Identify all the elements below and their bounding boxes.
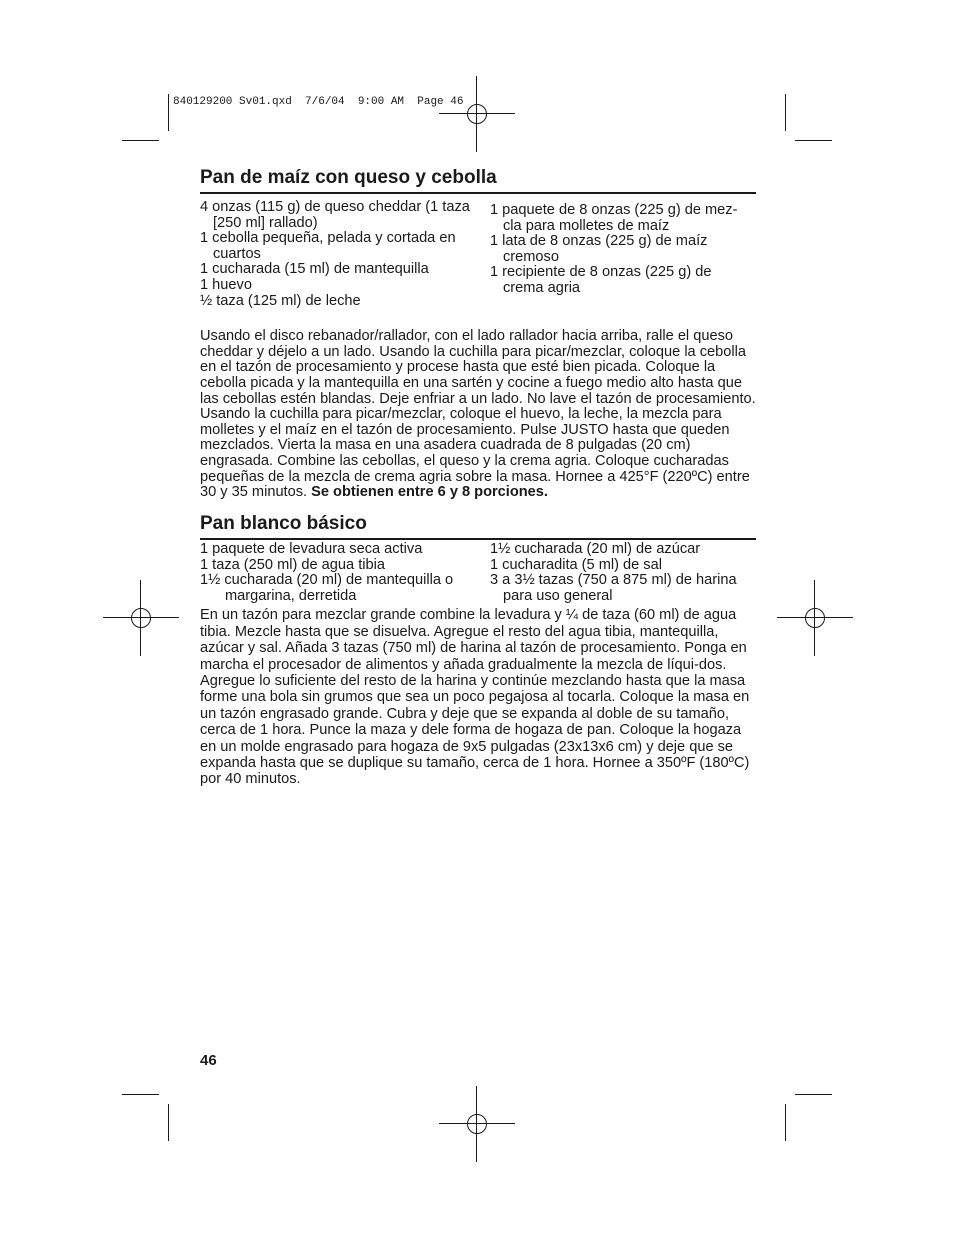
page-number: 46 xyxy=(200,1052,217,1069)
ingredients-column-left xyxy=(200,542,478,604)
ingredient-item: 1½ cucharada (20 ml) de azúcar xyxy=(490,541,701,557)
ingredient-item: 1 paquete de levadura seca activa xyxy=(200,541,423,557)
recipe-title: Pan blanco básico xyxy=(200,513,756,540)
ingredients xyxy=(200,542,756,604)
recipe-section-1 xyxy=(200,167,756,501)
ingredient-item: 1 cebolla pequeña, pelada y cortada en cuartos xyxy=(200,230,456,262)
printer-slug: 840129200 Sv01.qxd 7/6/04 9:00 AM Page 46 xyxy=(173,96,464,108)
registration-mark-right xyxy=(777,580,853,656)
ingredient-item: ½ taza (125 ml) de leche xyxy=(200,292,361,309)
ingredient-item: 4 onzas (115 g) de queso cheddar (1 taza [250 ml] rallado) xyxy=(200,199,470,231)
ingredient-item: 1 cucharadita (5 ml) de sal xyxy=(490,556,662,573)
ingredients xyxy=(200,200,756,309)
ingredients-column-left xyxy=(200,200,478,309)
recipe-yield: Se obtienen entre 6 y 8 porciones. xyxy=(311,484,548,501)
ingredient-item: 1 recipiente de 8 onzas (225 g) de crema agria xyxy=(490,264,712,296)
ingredients-column-right xyxy=(490,200,756,309)
crop-mark-bottom-right-h xyxy=(795,1094,832,1095)
ingredient-item: 1 huevo xyxy=(200,276,252,293)
ingredient-item: 1½ cucharada (20 ml) de mantequilla o margarina, derretida xyxy=(200,572,454,604)
crop-mark-top-right-v xyxy=(785,94,786,131)
registration-mark-left xyxy=(103,580,179,656)
ingredient-item: 3 a 3½ tazas (750 a 875 ml) de harina para uso general xyxy=(490,572,737,604)
registration-mark-bottom xyxy=(439,1086,515,1162)
ingredients-column-right xyxy=(490,542,756,604)
instructions-text: Usando el disco rebanador/rallador, con el lado rallador hacia arriba, ralle el queso cheddar y déjelo a un lado. Usando la cuchilla para picar/mezclar, coloque la cebolla en el tazón de procesamiento y procese hasta que esté bien picada. Coloque la cebolla picada y la mantequilla en una sartén y cocine a fuego medio alto hasta que las cebollas estén blandas. Deje enfriar a un lado. No lave el tazón de procesamiento. Usando la cuchilla para picar/mezclar, coloque el huevo, la leche, la mezcla para molletes y el maíz en el tazón de procesamiento. Pulse JUSTO hasta que queden mezclados. Vierta la masa en una asadera cuadrada de 8 pulgadas (20 cm) engrasada. Combine las cebollas, el queso y la crema agria. Coloque cucharadas pequeñas de la mezcla de crema agria sobre la masa. Hornee a 425°F (220ºC) entre 30 y 35 minutos. xyxy=(200,328,756,501)
ingredient-item: 1 taza (250 ml) de agua tibia xyxy=(200,556,385,573)
recipe-instructions xyxy=(200,329,756,501)
crop-mark-top-left-v xyxy=(168,94,169,131)
registration-mark-top xyxy=(439,76,515,152)
crop-mark-top-left-h xyxy=(122,140,159,141)
ingredient-item: 1 cucharada (15 ml) de mantequilla xyxy=(200,261,429,278)
recipe-section-2 xyxy=(200,513,756,788)
crop-mark-bottom-left-h xyxy=(122,1094,159,1095)
crop-mark-bottom-right-v xyxy=(785,1104,786,1141)
crop-mark-bottom-left-v xyxy=(168,1104,169,1141)
ingredient-item: 1 paquete de 8 onzas (225 g) de mez-cla para molletes de maíz xyxy=(490,202,738,234)
recipe-instructions: En un tazón para mezclar grande combine la levadura y ¼ de taza (60 ml) de agua tibia. Mezcle hasta que se disuelva. Agregue el resto del agua tibia, mantequilla, azúcar y sal. Añada 3 tazas (750 ml) de harina al tazón de procesamiento. Ponga en marcha el procesador de alimentos y añada gradualmente la mezcla de líqui-dos. Agregue lo suficiente del resto de la harina y continúe mezclando hasta que la masa forme una bola sin grumos que sea un poco pegajosa al tocarla. Coloque la masa en un tazón engrasado grande. Cubra y deje que se expanda al doble de su tamaño, cerca de 1 hora. Punce la maza y dele forma de hogaza de pan. Coloque la hogaza en un molde engrasado para hogaza de 9x5 pulgadas (23x13x6 cm) y deje que se expanda hasta que se duplique su tamaño, cerca de 1 hora. Hornee a 350ºF (180ºC) por 40 minutos. xyxy=(200,607,750,788)
recipe-title: Pan de maíz con queso y cebolla xyxy=(200,167,756,194)
crop-mark-top-right-h xyxy=(795,140,832,141)
ingredient-item: 1 lata de 8 onzas (225 g) de maíz cremoso xyxy=(490,233,708,265)
